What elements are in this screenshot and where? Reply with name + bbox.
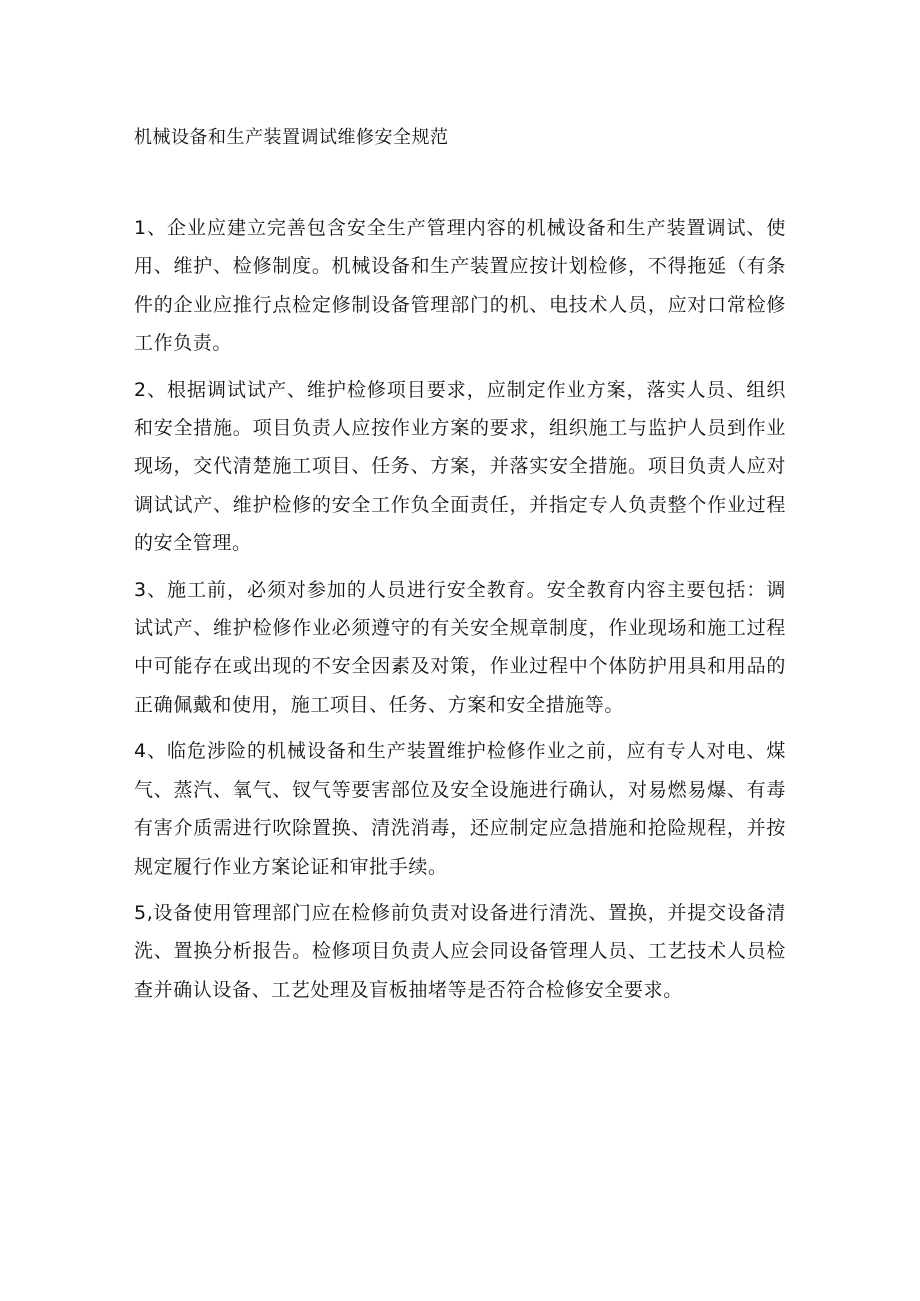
document-body <box>134 209 786 1017</box>
paragraph-1: 1、企业应建立完善包含安全生产管理内容的机械设备和生产装置调试、使用、维护、检修制度。机械设备和生产装置应按计划检修，不得拖延（有条件的企业应推行点检定修制设备管理部门的机、电技术人员，应对口常检修工作负责。 <box>134 217 786 355</box>
paragraph-5: 5,设备使用管理部门应在检修前负责对设备进行清洗、置换，并提交设备清洗、置换分析报告。检修项目负责人应会同设备管理人员、工艺技术人员检查并确认设备、工艺处理及盲板抽堵等是否符合检修安全要求。 <box>134 901 786 1001</box>
paragraph-2: 2、根据调试试产、维护检修项目要求，应制定作业方案，落实人员、组织和安全措施。项目负责人应按作业方案的要求，组织施工与监护人员到作业现场，交代清楚施工项目、任务、方案，并落实安全措施。项目负责人应对调试试产、维护检修的安全工作负全面责任，并指定专人负责整个作业过程的安全管理。 <box>134 378 786 555</box>
paragraph-3: 3、施工前，必须对参加的人员进行安全教育。安全教育内容主要包括：调试试产、维护检修作业必须遵守的有关安全规章制度，作业现场和施工过程中可能存在或出现的不安全因素及对策，作业过程中个体防护用具和用品的正确佩戴和使用，施工项目、任务、方案和安全措施等。 <box>134 578 786 716</box>
document-title: 机械设备和生产装置调试维修安全规范 <box>134 127 449 148</box>
paragraph-4: 4、临危涉险的机械设备和生产装置维护检修作业之前，应有专人对电、煤气、蒸汽、氧气、钗气等要害部位及安全设施进行确认，对易燃易爆、有毒有害介质需进行吹除置换、清洗消毒，还应制定应急措施和抢险规程，并按规定履行作业方案论证和审批手续。 <box>134 740 786 878</box>
